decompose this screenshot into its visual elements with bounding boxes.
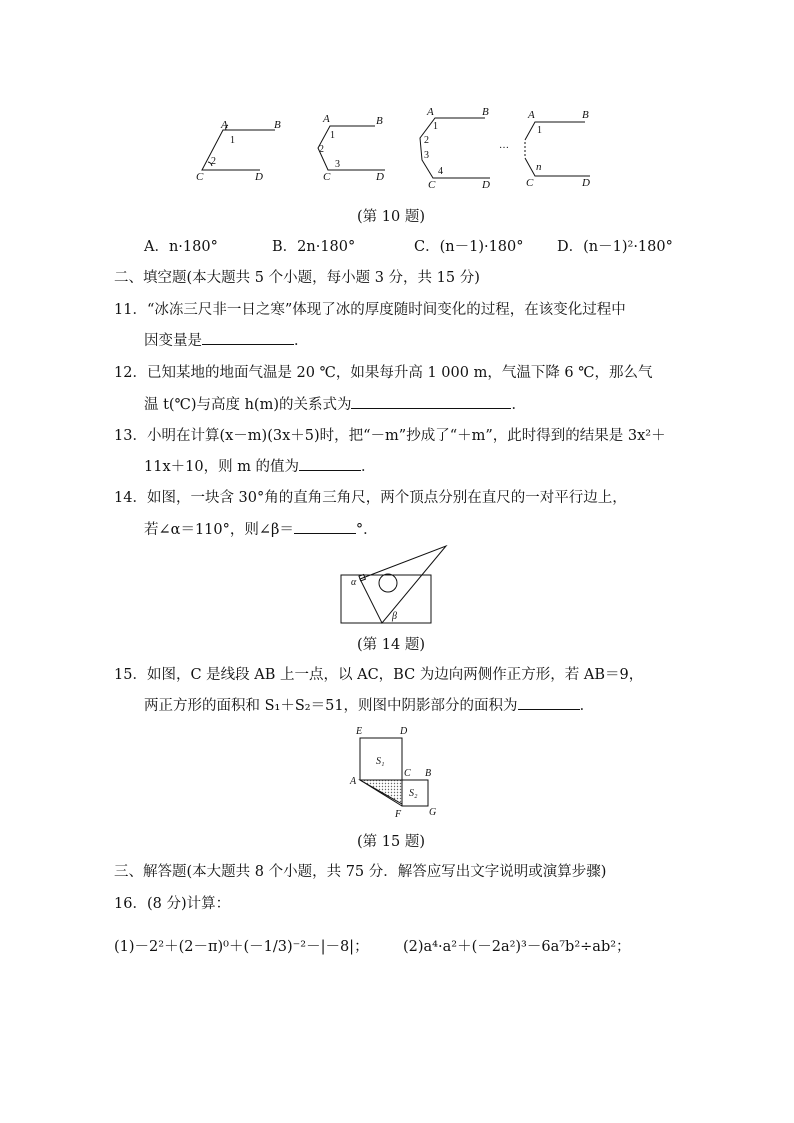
fig10-label-A: A: [427, 106, 434, 118]
fig15-label-E: E: [356, 726, 363, 737]
q14-answer-blank[interactable]: [294, 519, 356, 534]
fig10-label-D: D: [255, 171, 263, 183]
fig15-label-C: C: [404, 768, 411, 779]
fig10-label-C: C: [428, 179, 436, 191]
fig10-angle-1: 1: [330, 130, 335, 141]
q10-option-d: D．(n－1)²·180°: [557, 239, 673, 255]
q12-line-1: 12．已知某地的地面气温是 20 ℃，如果每升高 1 000 m，气温下降 6 ℃，那么气: [114, 365, 653, 381]
fig15-label-B: B: [425, 768, 432, 779]
fig10-label-D: D: [582, 177, 590, 189]
q12-answer-blank[interactable]: [351, 394, 511, 409]
figure-10-caption: (第 10 题): [357, 209, 425, 225]
q15-end: ．: [579, 698, 595, 714]
q13-answer-blank[interactable]: [299, 456, 361, 471]
q11-end: ．: [294, 333, 309, 349]
q14-alpha-label: α: [351, 577, 357, 588]
fig10-label-A: A: [528, 109, 535, 121]
q12-end: ．: [511, 397, 526, 413]
q13-text: 11x＋10，则 m 的值为: [144, 459, 300, 475]
fig10-label-D: D: [482, 179, 490, 191]
q14-end: °．: [355, 522, 378, 538]
q13-line-2: [144, 456, 376, 477]
q11-answer-blank[interactable]: [202, 330, 294, 345]
fig10-label-A: A: [221, 119, 228, 131]
q16-title: 16．(8 分)计算：: [114, 896, 231, 912]
q14-line-2: [144, 519, 378, 540]
fig15-label-D: D: [400, 726, 408, 737]
q11-line-2: [144, 330, 309, 351]
fig15-label-A: A: [350, 776, 357, 787]
fig10-label-C: C: [323, 171, 331, 183]
fig15-label-S2: S₂: [409, 788, 418, 799]
q12-line-2: [144, 394, 526, 415]
fig10-angle-3: 3: [335, 159, 340, 170]
figure-10: [190, 100, 610, 195]
fig10-label-C: C: [526, 177, 534, 189]
fig10-angle-1: 1: [230, 135, 235, 146]
q14-text: 若∠α＝110°，则∠β＝: [144, 522, 294, 538]
q15-text: 两正方形的面积和 S₁＋S₂＝51，则图中阴影部分的面积为: [144, 698, 518, 714]
figure-15-caption: (第 15 题): [357, 834, 425, 850]
fig10-angle-1: 1: [537, 125, 542, 136]
fig10-angle-3: 3: [424, 150, 429, 161]
figure-14: [338, 543, 450, 627]
fig15-label-S1: S₁: [376, 756, 385, 767]
fig10-angle-2: 2: [211, 156, 216, 167]
fig10-angle-2: 2: [319, 144, 324, 155]
q13-line-1: 13．小明在计算(x－m)(3x＋5)时，把“－m”抄成了“＋m”，此时得到的结果是 3x²＋: [114, 428, 666, 444]
fig15-label-G: G: [429, 807, 437, 818]
q10-option-b: B．2n·180°: [272, 239, 356, 255]
q14-beta-label: β: [392, 611, 397, 622]
q10-option-a: A．n·180°: [144, 239, 218, 255]
fig10-label-B: B: [482, 106, 489, 118]
fig15-label-F: F: [395, 809, 402, 820]
fig10-label-D: D: [376, 171, 384, 183]
section-2-heading: 二、填空题(本大题共 5 个小题，每小题 3 分，共 15 分): [114, 270, 480, 286]
fig10-label-B: B: [274, 119, 281, 131]
q11-text: 因变量是: [144, 333, 202, 349]
fig10-label-A: A: [323, 113, 330, 125]
figure-15: [345, 722, 445, 822]
fig10-angle-1: 1: [433, 121, 438, 132]
q13-end: ．: [361, 459, 376, 475]
fig10-label-B: B: [376, 115, 383, 127]
q14-line-1: 14．如图，一块含 30°角的直角三角尺，两个顶点分别在直尺的一对平行边上，: [114, 490, 627, 506]
fig10-angle-4: 4: [438, 166, 443, 177]
q16-part-1: (1)－2²＋(2－π)⁰＋(－1/3)⁻²－|－8|；: [114, 939, 369, 955]
fig10-label-C: C: [196, 171, 204, 183]
section-3-heading: 三、解答题(本大题共 8 个小题，共 75 分．解答应写出文字说明或演算步骤): [114, 864, 607, 880]
fig10-label-B: B: [582, 109, 589, 121]
q15-line-2: [144, 695, 594, 716]
q15-line-1: 15．如图，C 是线段 AB 上一点，以 AC，BC 为边向两侧作正方形，若 AB＝9，: [114, 667, 644, 683]
fig10-label-n: n: [536, 161, 542, 173]
fig10-ellipsis: …: [499, 140, 509, 151]
q10-option-c: C．(n－1)·180°: [414, 239, 524, 255]
figure-14-caption: (第 14 题): [357, 637, 425, 653]
fig10-angle-2: 2: [424, 135, 429, 146]
q16-part-2: (2)a⁴·a²＋(－2a²)³－6a⁷b²÷ab²；: [403, 939, 631, 955]
q15-answer-blank[interactable]: [518, 695, 580, 710]
q12-text: 温 t(℃)与高度 h(m)的关系式为: [144, 397, 352, 413]
q11-line-1: 11．“冰冻三尺非一日之寒”体现了冰的厚度随时间变化的过程，在该变化过程中: [114, 302, 626, 318]
